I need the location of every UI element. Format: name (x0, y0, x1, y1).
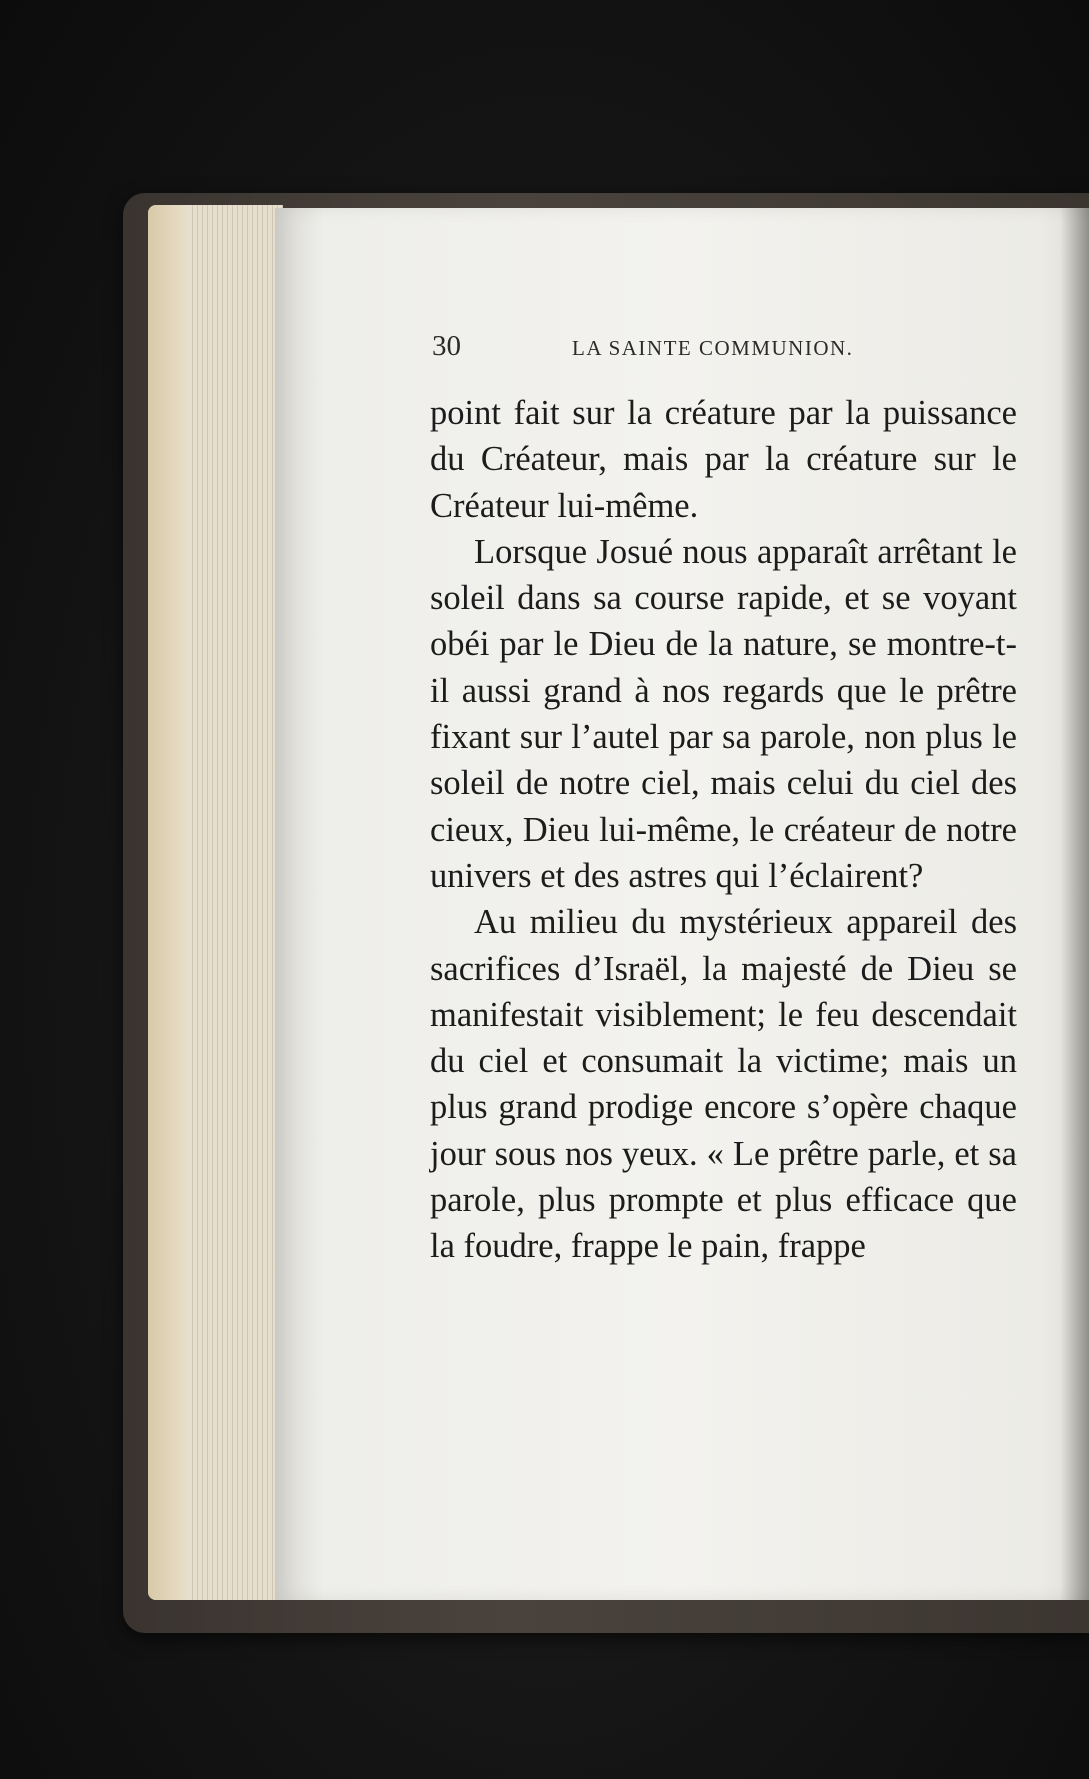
running-title: LA SAINTE COMMUNION. (572, 336, 854, 360)
body-text (430, 390, 1017, 1270)
gutter-shadow (1060, 208, 1089, 1600)
running-head (432, 330, 1032, 370)
paragraph-1: point fait sur la créature par la puissance du Créateur, mais par la créature sur le Créateur lui-même. (430, 394, 1017, 525)
paragraph-3: Au milieu du mystérieux appareil des sacrifices d’Israël, la majesté de Dieu se manifestait visiblement; le feu descendait du ciel et consumait la victime; mais un plus grand prodige encore s’opère chaque jour sous nos yeux. « Le prêtre parle, et sa parole, plus prompte et plus efficace que la foudre, frappe le pain, frappe (430, 903, 1017, 1266)
paragraph-2: Lorsque Josué nous apparaît arrêtant le soleil dans sa course rapide, et se voyant obéi par le Dieu de la nature, se montre-t-il aussi grand à nos regards que le prêtre fixant sur l’autel par sa parole, non plus le soleil de notre ciel, mais celui du ciel des cieux, Dieu lui-même, le créateur de notre univers et des astres qui l’éclairent? (430, 532, 1017, 895)
page-edges (148, 205, 283, 1600)
page-number: 30 (432, 330, 461, 362)
